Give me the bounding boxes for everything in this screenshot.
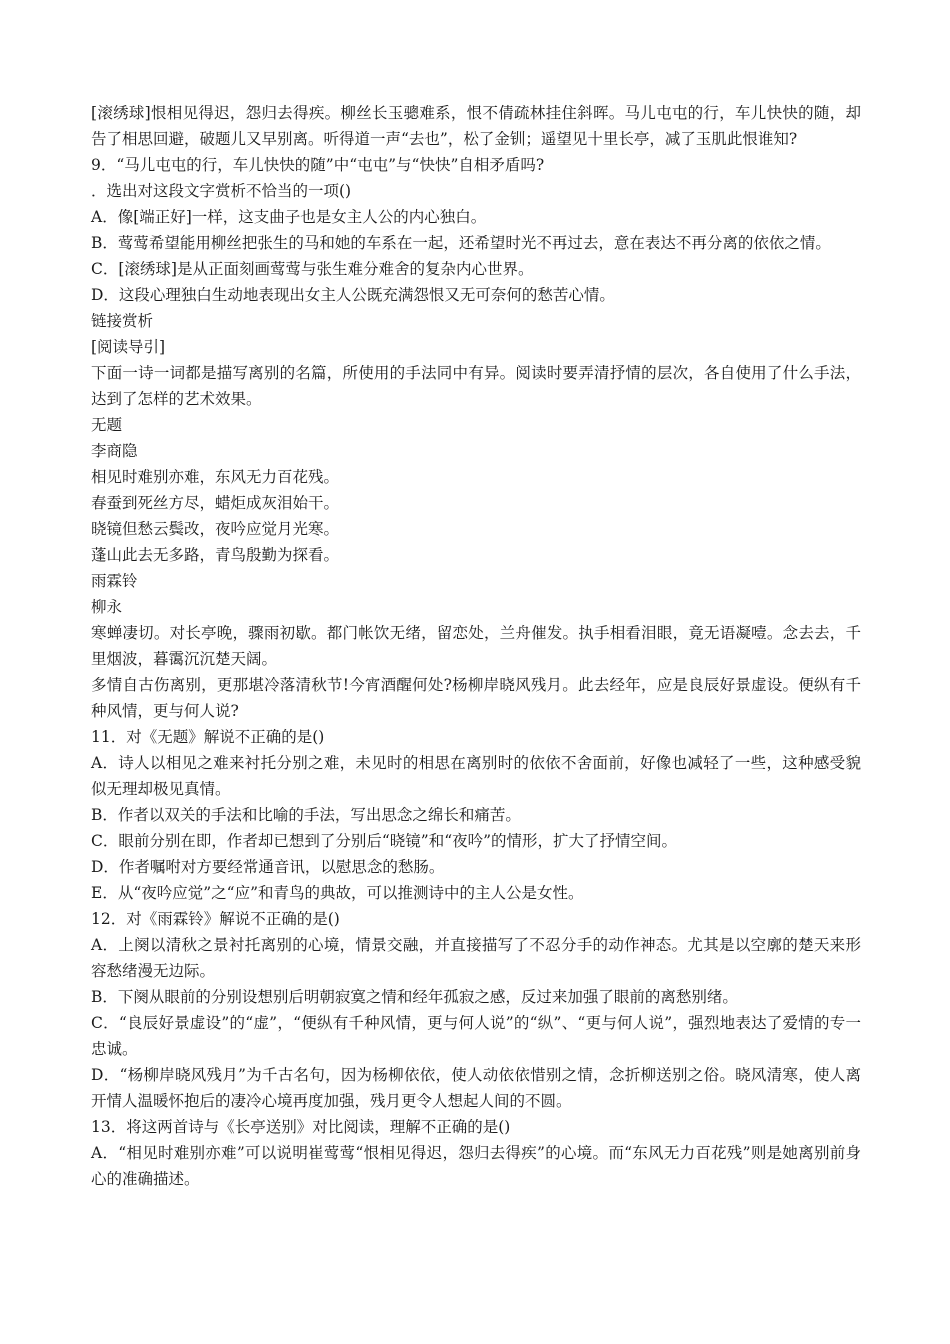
poem-line-1: 相见时难别亦难，东风无力百花残。 (91, 468, 340, 486)
question-11-option-e: E．从“夜吟应觉”之“应”和青鸟的典故，可以推测诗中的主人公是女性。 (91, 884, 584, 902)
question-11-stem: 11．对《无题》解说不正确的是() (91, 728, 325, 746)
ci-stanza-2: 多情自古伤离别，更那堪冷落清秋节!今宵酒醒何处?杨柳岸晓风残月。此去经年，应是良辰好景虚设。便纵有千种风情，更与何人说? (91, 676, 861, 720)
question-12-option-c: C．“良辰好景虚设”的“虚”，“便纵有千种风情，更与何人说”的“纵”、“更与何人说”，强烈地表达了爱情的专一忠诚。 (91, 1014, 861, 1058)
poem-line-3: 晓镜但愁云鬓改，夜吟应觉月光寒。 (91, 520, 340, 538)
question-13-option-a: A．“相见时难别亦难”可以说明崔莺莺“恨相见得迟，怨归去得疾”的心境。而“东风无力百花残”则是她离别前身心的准确描述。 (91, 1144, 861, 1188)
poem-line-4: 蓬山此去无多路，青鸟殷勤为探看。 (91, 546, 340, 564)
question-12-option-a: A．上阕以清秋之景衬托离别的心境，情景交融，并直接描写了不忍分手的动作神态。尤其是以空廓的楚天来形容愁绪漫无边际。 (91, 936, 861, 980)
question-10-stem: ．选出对这段文字赏析不恰当的一项() (91, 182, 352, 200)
question-11-option-a: A．诗人以相见之难来衬托分别之难，未见时的相思在离别时的依依不舍面前，好像也减轻了一些，这种感受貌似无理却极见真情。 (91, 754, 861, 798)
poem-author-li-shangyin: 李商隐 (91, 442, 138, 460)
poem-title-wuti: 无题 (91, 416, 123, 434)
question-9: 9．“马儿屯屯的行，车儿快快的随”中“屯屯”与“快快”自相矛盾吗? (91, 156, 545, 174)
poem-line-2: 春蚕到死丝方尽，蜡炬成灰泪始干。 (91, 494, 340, 512)
question-13-stem: 13．将这两首诗与《长亭送别》对比阅读，理解不正确的是() (91, 1118, 511, 1136)
question-12-option-d: D．“杨柳岸晓风残月”为千古名句，因为杨柳依依，使人动依依惜别之情，念折柳送别之俗。晓风清寒，使人离开情人温暖怀抱后的凄冷心境再度加强，残月更令人想起人间的不圆。 (91, 1066, 861, 1110)
question-10-option-a: A．像[端正好]一样，这支曲子也是女主人公的内心独白。 (91, 208, 487, 226)
section-heading-reading-guide: [阅读导引] (91, 338, 166, 356)
question-11-option-d: D．作者嘱咐对方要经常通音讯，以慰思念的愁肠。 (91, 858, 445, 876)
question-11-option-b: B．作者以双关的手法和比喻的手法，写出思念之绵长和痛苦。 (91, 806, 521, 824)
section-heading-linked-appreciation: 链接赏析 (91, 312, 154, 330)
paragraph-gunxiuqiu-text: [滚绣球]恨相见得迟，怨归去得疾。柳丝长玉骢难系，恨不倩疏林挂住斜晖。马儿屯屯的行，车儿快快的随，却告了相思回避，破题儿又早别离。听得道一声“去也”，松了金钏；遥望见十里长亭，减了玉肌此恨谁知? (91, 104, 861, 148)
ci-stanza-1: 寒蝉凄切。对长亭晚，骤雨初歇。都门帐饮无绪，留恋处，兰舟催发。执手相看泪眼，竟无语凝噎。念去去，千里烟波，暮霭沉沉楚天阔。 (91, 624, 861, 668)
ci-author-liu-yong: 柳永 (91, 598, 123, 616)
question-12-stem: 12．对《雨霖铃》解说不正确的是() (91, 910, 340, 928)
question-10-option-b: B．莺莺希望能用柳丝把张生的马和她的车系在一起，还希望时光不再过去，意在表达不再分离的依依之情。 (91, 234, 831, 252)
question-11-option-c: C．眼前分别在即，作者却已想到了分别后“晓镜”和“夜吟”的情形，扩大了抒情空间。 (91, 832, 678, 850)
question-10-option-d: D．这段心理独白生动地表现出女主人公既充满怨恨又无可奈何的愁苦心情。 (91, 286, 615, 304)
question-10-option-c: C．[滚绣球]是从正面刻画莺莺与张生难分难舍的复杂内心世界。 (91, 260, 534, 278)
question-12-option-b: B．下阕从眼前的分别设想别后明朝寂寞之情和经年孤寂之感，反过来加强了眼前的离愁别绪。 (91, 988, 738, 1006)
document-body (91, 100, 861, 1192)
ci-title-yulinling: 雨霖铃 (91, 572, 138, 590)
reading-guide-text: 下面一诗一词都是描写离别的名篇，所使用的手法同中有异。阅读时要弄清抒情的层次，各自使用了什么手法，达到了怎样的艺术效果。 (91, 364, 861, 408)
